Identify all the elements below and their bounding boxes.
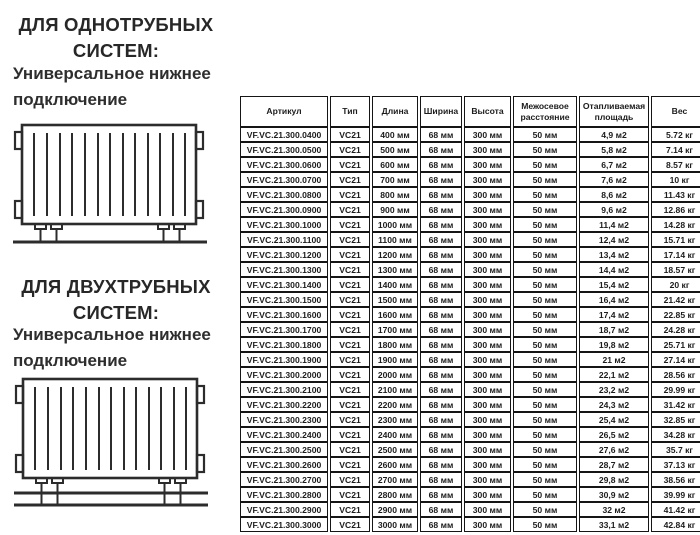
table-cell: 300 мм — [464, 397, 511, 412]
table-cell: 5,8 м2 — [579, 142, 649, 157]
table-cell: 33,1 м2 — [579, 517, 649, 532]
table-cell: 68 мм — [420, 217, 462, 232]
table-cell: VC21 — [330, 382, 370, 397]
table-cell: VF.VC.21.300.0900 — [240, 202, 328, 217]
table-cell: 5.72 кг — [651, 127, 700, 142]
table-cell: 1900 мм — [372, 352, 418, 367]
table-row — [240, 412, 700, 427]
table-cell: 300 мм — [464, 457, 511, 472]
table-cell: 12,4 м2 — [579, 232, 649, 247]
table-cell: 21 м2 — [579, 352, 649, 367]
table-cell: 11,4 м2 — [579, 217, 649, 232]
single-pipe-title: ДЛЯ ОДНОТРУБНЫХ СИСТЕМ: — [18, 14, 214, 62]
table-cell: 2800 мм — [372, 487, 418, 502]
table-cell: VF.VC.21.300.2400 — [240, 427, 328, 442]
table-cell: 68 мм — [420, 337, 462, 352]
table-header — [240, 96, 700, 127]
table-cell: VF.VC.21.300.1600 — [240, 307, 328, 322]
table-cell: 50 мм — [513, 247, 577, 262]
table-cell: VF.VC.21.300.1400 — [240, 277, 328, 292]
table-cell: 8,6 м2 — [579, 187, 649, 202]
table-cell: 300 мм — [464, 337, 511, 352]
table-cell: 1300 мм — [372, 262, 418, 277]
table-cell: 68 мм — [420, 382, 462, 397]
table-cell: VC21 — [330, 352, 370, 367]
table-cell: 50 мм — [513, 277, 577, 292]
table-row — [240, 337, 700, 352]
table-row — [240, 382, 700, 397]
column-header: Вес — [651, 96, 700, 127]
table-cell: 42.84 кг — [651, 517, 700, 532]
table-cell: VF.VC.21.300.1200 — [240, 247, 328, 262]
table-cell: VC21 — [330, 457, 370, 472]
table-cell: 68 мм — [420, 487, 462, 502]
table-cell: 68 мм — [420, 412, 462, 427]
table-cell: 50 мм — [513, 352, 577, 367]
table-cell: 300 мм — [464, 382, 511, 397]
table-row — [240, 442, 700, 457]
table-cell: 68 мм — [420, 427, 462, 442]
radiator-spec-table — [238, 96, 700, 532]
table-cell: 300 мм — [464, 367, 511, 382]
table-cell: VF.VC.21.300.1100 — [240, 232, 328, 247]
table-cell: VC21 — [330, 157, 370, 172]
table-cell: 7,6 м2 — [579, 172, 649, 187]
table-cell: VF.VC.21.300.0800 — [240, 187, 328, 202]
table-row — [240, 487, 700, 502]
table-cell: VC21 — [330, 127, 370, 142]
table-cell: 12.86 кг — [651, 202, 700, 217]
table-cell: 68 мм — [420, 472, 462, 487]
table-cell: 39.99 кг — [651, 487, 700, 502]
table-cell: 68 мм — [420, 232, 462, 247]
table-cell: VF.VC.21.300.0500 — [240, 142, 328, 157]
table-cell: VC21 — [330, 232, 370, 247]
table-cell: 68 мм — [420, 157, 462, 172]
table-cell: VC21 — [330, 247, 370, 262]
table-row — [240, 262, 700, 277]
table-cell: VC21 — [330, 262, 370, 277]
table-cell: 1800 мм — [372, 337, 418, 352]
table-cell: 500 мм — [372, 142, 418, 157]
table-cell: 300 мм — [464, 307, 511, 322]
table-row — [240, 187, 700, 202]
spec-table-container — [238, 96, 696, 532]
table-cell: 50 мм — [513, 232, 577, 247]
table-cell: 6,7 м2 — [579, 157, 649, 172]
table-cell: 68 мм — [420, 172, 462, 187]
table-cell: 300 мм — [464, 172, 511, 187]
table-cell: 300 мм — [464, 157, 511, 172]
table-cell: VC21 — [330, 142, 370, 157]
table-cell: VC21 — [330, 172, 370, 187]
table-cell: VF.VC.21.300.2200 — [240, 397, 328, 412]
table-cell: 50 мм — [513, 442, 577, 457]
table-cell: 68 мм — [420, 277, 462, 292]
table-cell: 300 мм — [464, 232, 511, 247]
table-cell: 50 мм — [513, 337, 577, 352]
table-row — [240, 352, 700, 367]
table-cell: 28,7 м2 — [579, 457, 649, 472]
table-cell: VF.VC.21.300.0600 — [240, 157, 328, 172]
table-cell: 1200 мм — [372, 247, 418, 262]
table-cell: VC21 — [330, 322, 370, 337]
table-cell: 20 кг — [651, 277, 700, 292]
table-cell: VF.VC.21.300.2700 — [240, 472, 328, 487]
table-cell: 9,6 м2 — [579, 202, 649, 217]
table-cell: 30,9 м2 — [579, 487, 649, 502]
table-cell: 2300 мм — [372, 412, 418, 427]
table-cell: 300 мм — [464, 472, 511, 487]
table-cell: VF.VC.21.300.1900 — [240, 352, 328, 367]
table-cell: VC21 — [330, 367, 370, 382]
table-cell: 300 мм — [464, 412, 511, 427]
table-cell: VF.VC.21.300.2500 — [240, 442, 328, 457]
table-cell: 50 мм — [513, 187, 577, 202]
table-cell: 2900 мм — [372, 502, 418, 517]
table-cell: 14.28 кг — [651, 217, 700, 232]
table-cell: 300 мм — [464, 247, 511, 262]
table-cell: VF.VC.21.300.1300 — [240, 262, 328, 277]
table-cell: 18.57 кг — [651, 262, 700, 277]
table-cell: 11.43 кг — [651, 187, 700, 202]
table-cell: 4,9 м2 — [579, 127, 649, 142]
table-cell: 17.14 кг — [651, 247, 700, 262]
table-cell: 68 мм — [420, 307, 462, 322]
table-cell: VC21 — [330, 202, 370, 217]
table-cell: 50 мм — [513, 172, 577, 187]
table-cell: 24,3 м2 — [579, 397, 649, 412]
table-row — [240, 232, 700, 247]
table-cell: 38.56 кг — [651, 472, 700, 487]
table-cell: 300 мм — [464, 262, 511, 277]
table-cell: 15.71 кг — [651, 232, 700, 247]
table-cell: 68 мм — [420, 517, 462, 532]
table-row — [240, 367, 700, 382]
table-row — [240, 502, 700, 517]
table-cell: 21.42 кг — [651, 292, 700, 307]
table-cell: 800 мм — [372, 187, 418, 202]
table-cell: 16,4 м2 — [579, 292, 649, 307]
table-cell: 25,4 м2 — [579, 412, 649, 427]
table-cell: 23,2 м2 — [579, 382, 649, 397]
table-cell: 50 мм — [513, 427, 577, 442]
table-cell: 300 мм — [464, 142, 511, 157]
table-cell: 50 мм — [513, 487, 577, 502]
table-cell: 68 мм — [420, 292, 462, 307]
table-cell: VF.VC.21.300.0700 — [240, 172, 328, 187]
table-cell: 68 мм — [420, 352, 462, 367]
column-header: Высота — [464, 96, 511, 127]
table-row — [240, 292, 700, 307]
table-cell: 300 мм — [464, 442, 511, 457]
single-pipe-subtitle: Универсальное нижнее подключение — [13, 64, 211, 109]
table-cell: 7.14 кг — [651, 142, 700, 157]
table-cell: 28.56 кг — [651, 367, 700, 382]
table-cell: 68 мм — [420, 397, 462, 412]
table-cell: VF.VC.21.300.0400 — [240, 127, 328, 142]
table-cell: 50 мм — [513, 292, 577, 307]
table-cell: 300 мм — [464, 187, 511, 202]
table-cell: 2500 мм — [372, 442, 418, 457]
table-cell: 300 мм — [464, 427, 511, 442]
table-cell: 27.14 кг — [651, 352, 700, 367]
column-header: Тип — [330, 96, 370, 127]
table-cell: 50 мм — [513, 517, 577, 532]
table-cell: VF.VC.21.300.3000 — [240, 517, 328, 532]
table-cell: 31.42 кг — [651, 397, 700, 412]
table-cell: 300 мм — [464, 217, 511, 232]
table-cell: 400 мм — [372, 127, 418, 142]
table-cell: VF.VC.21.300.1500 — [240, 292, 328, 307]
table-cell: VF.VC.21.300.1800 — [240, 337, 328, 352]
table-cell: VC21 — [330, 442, 370, 457]
table-cell: 2000 мм — [372, 367, 418, 382]
table-cell: 25.71 кг — [651, 337, 700, 352]
table-cell: VF.VC.21.300.2800 — [240, 487, 328, 502]
table-cell: 18,7 м2 — [579, 322, 649, 337]
table-cell: VC21 — [330, 502, 370, 517]
table-cell: 68 мм — [420, 367, 462, 382]
table-cell: 15,4 м2 — [579, 277, 649, 292]
table-cell: VC21 — [330, 187, 370, 202]
table-cell: VC21 — [330, 472, 370, 487]
table-cell: 22.85 кг — [651, 307, 700, 322]
table-cell: VC21 — [330, 487, 370, 502]
table-cell: 35.7 кг — [651, 442, 700, 457]
table-cell: 1000 мм — [372, 217, 418, 232]
table-cell: 37.13 кг — [651, 457, 700, 472]
table-cell: 32.85 кг — [651, 412, 700, 427]
table-cell: VF.VC.21.300.2600 — [240, 457, 328, 472]
table-row — [240, 397, 700, 412]
table-cell: 1500 мм — [372, 292, 418, 307]
table-cell: 68 мм — [420, 457, 462, 472]
two-pipe-subtitle: Универсальное нижнее подключение — [13, 325, 211, 370]
column-header: Отапливаемая площадь — [579, 96, 649, 127]
table-cell: 50 мм — [513, 202, 577, 217]
table-cell: 50 мм — [513, 127, 577, 142]
table-row — [240, 217, 700, 232]
table-cell: 1400 мм — [372, 277, 418, 292]
table-row — [240, 247, 700, 262]
table-cell: VF.VC.21.300.2000 — [240, 367, 328, 382]
table-cell: VC21 — [330, 307, 370, 322]
table-cell: VF.VC.21.300.1700 — [240, 322, 328, 337]
table-row — [240, 472, 700, 487]
table-cell: 68 мм — [420, 247, 462, 262]
table-cell: 8.57 кг — [651, 157, 700, 172]
table-row — [240, 307, 700, 322]
table-cell: 300 мм — [464, 487, 511, 502]
table-cell: 300 мм — [464, 502, 511, 517]
table-cell: 50 мм — [513, 142, 577, 157]
table-cell: 2400 мм — [372, 427, 418, 442]
table-cell: 300 мм — [464, 292, 511, 307]
table-row — [240, 427, 700, 442]
table-cell: 50 мм — [513, 397, 577, 412]
table-cell: 68 мм — [420, 187, 462, 202]
table-cell: VC21 — [330, 397, 370, 412]
table-cell: 2200 мм — [372, 397, 418, 412]
header-row — [240, 96, 700, 127]
table-cell: 68 мм — [420, 322, 462, 337]
table-cell: 50 мм — [513, 502, 577, 517]
table-cell: 900 мм — [372, 202, 418, 217]
table-row — [240, 457, 700, 472]
table-cell: 17,4 м2 — [579, 307, 649, 322]
table-row — [240, 322, 700, 337]
table-cell: 29.99 кг — [651, 382, 700, 397]
table-cell: 68 мм — [420, 142, 462, 157]
table-cell: 50 мм — [513, 157, 577, 172]
table-cell: 26,5 м2 — [579, 427, 649, 442]
table-cell: VC21 — [330, 427, 370, 442]
column-header: Ширина — [420, 96, 462, 127]
table-cell: VC21 — [330, 292, 370, 307]
table-cell: 50 мм — [513, 382, 577, 397]
table-row — [240, 277, 700, 292]
two-pipe-radiator-diagram — [11, 376, 213, 512]
table-cell: 50 мм — [513, 322, 577, 337]
table-body — [240, 127, 700, 532]
table-cell: VC21 — [330, 412, 370, 427]
table-cell: VF.VC.21.300.1000 — [240, 217, 328, 232]
table-cell: 27,6 м2 — [579, 442, 649, 457]
table-cell: 50 мм — [513, 457, 577, 472]
column-header: Артикул — [240, 96, 328, 127]
table-cell: VF.VC.21.300.2900 — [240, 502, 328, 517]
table-cell: 50 мм — [513, 472, 577, 487]
table-cell: 68 мм — [420, 442, 462, 457]
table-cell: 32 м2 — [579, 502, 649, 517]
table-cell: VC21 — [330, 217, 370, 232]
left-panel — [10, 0, 232, 535]
table-cell: 68 мм — [420, 127, 462, 142]
table-cell: VF.VC.21.300.2300 — [240, 412, 328, 427]
table-row — [240, 142, 700, 157]
single-pipe-radiator-diagram — [11, 122, 211, 248]
table-cell: 68 мм — [420, 202, 462, 217]
two-pipe-title: ДЛЯ ДВУХТРУБНЫХ СИСТЕМ: — [21, 276, 211, 324]
table-cell: VC21 — [330, 517, 370, 532]
table-cell: VC21 — [330, 337, 370, 352]
table-cell: 300 мм — [464, 127, 511, 142]
table-cell: 22,1 м2 — [579, 367, 649, 382]
table-cell: 300 мм — [464, 352, 511, 367]
table-cell: 1100 мм — [372, 232, 418, 247]
table-cell: 1600 мм — [372, 307, 418, 322]
table-cell: 50 мм — [513, 412, 577, 427]
table-cell: 300 мм — [464, 277, 511, 292]
table-cell: 2700 мм — [372, 472, 418, 487]
table-cell: 600 мм — [372, 157, 418, 172]
table-cell: 41.42 кг — [651, 502, 700, 517]
table-cell: 300 мм — [464, 322, 511, 337]
table-cell: VC21 — [330, 277, 370, 292]
table-cell: 2100 мм — [372, 382, 418, 397]
table-cell: 50 мм — [513, 367, 577, 382]
table-cell: 29,8 м2 — [579, 472, 649, 487]
table-cell: 34.28 кг — [651, 427, 700, 442]
table-row — [240, 202, 700, 217]
table-row — [240, 127, 700, 142]
table-cell: 50 мм — [513, 217, 577, 232]
table-cell: 2600 мм — [372, 457, 418, 472]
table-cell: 13,4 м2 — [579, 247, 649, 262]
column-header: Межосевое расстояние — [513, 96, 577, 127]
table-cell: 300 мм — [464, 202, 511, 217]
table-row — [240, 172, 700, 187]
table-cell: 19,8 м2 — [579, 337, 649, 352]
table-cell: 50 мм — [513, 262, 577, 277]
table-cell: 3000 мм — [372, 517, 418, 532]
table-cell: 14,4 м2 — [579, 262, 649, 277]
table-cell: 300 мм — [464, 517, 511, 532]
table-cell: 50 мм — [513, 307, 577, 322]
table-cell: VF.VC.21.300.2100 — [240, 382, 328, 397]
table-cell: 10 кг — [651, 172, 700, 187]
table-cell: 24.28 кг — [651, 322, 700, 337]
table-cell: 700 мм — [372, 172, 418, 187]
table-cell: 1700 мм — [372, 322, 418, 337]
table-cell: 68 мм — [420, 262, 462, 277]
table-row — [240, 157, 700, 172]
column-header: Длина — [372, 96, 418, 127]
table-cell: 68 мм — [420, 502, 462, 517]
table-row — [240, 517, 700, 532]
